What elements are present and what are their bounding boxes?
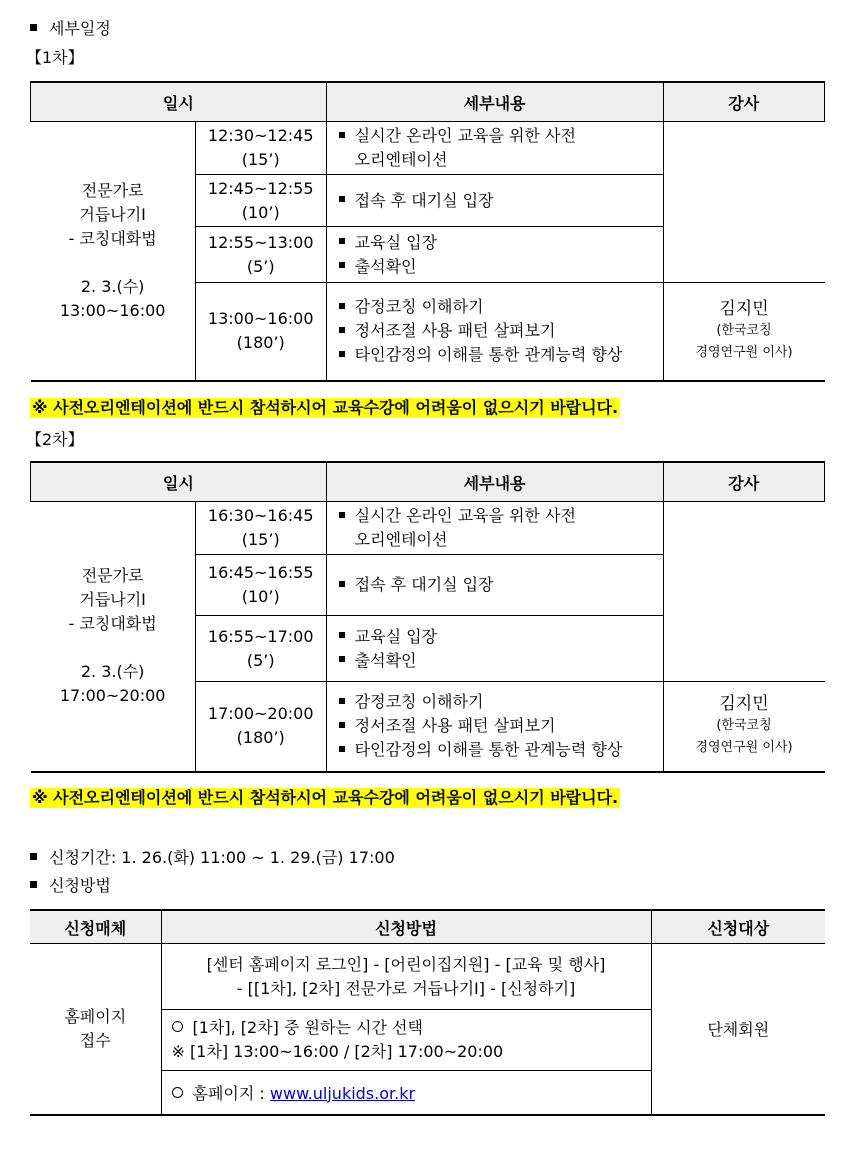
header-target: 신청대상 <box>651 910 825 944</box>
bullet-square-icon <box>339 632 345 638</box>
schedule-heading: 세부일정 <box>30 16 111 39</box>
bullet-square-icon <box>339 698 345 704</box>
header-instructor: 강사 <box>663 462 824 502</box>
time-cell: 16:45~16:55 (10’) <box>195 555 326 616</box>
content-cell: 감정코칭 이해하기 정서조절 사용 패턴 살펴보기 타인감정의 이해를 통한 관계능력 향상 <box>326 283 663 381</box>
content-cell: 감정코칭 이해하기 정서조절 사용 패턴 살펴보기 타인감정의 이해를 통한 관계능력 향상 <box>326 682 663 772</box>
application-period: 신청기간: 1. 26.(화) 11:00 ~ 1. 29.(금) 17:00 <box>30 845 395 868</box>
notice-banner: ※ 사전오리엔테이션에 반드시 참석하시어 교육수강에 어려움이 없으시기 바랍니다. <box>32 788 619 807</box>
bullet-square-icon <box>339 351 345 357</box>
notice-banner: ※ 사전오리엔테이션에 반드시 참석하시어 교육수강에 어려움이 없으시기 바랍니다. <box>32 398 619 417</box>
circle-bullet-icon <box>172 1021 183 1032</box>
bullet-square-icon <box>339 303 345 309</box>
application-method-heading: 신청방법 <box>30 873 111 896</box>
header-method: 신청방법 <box>161 910 651 944</box>
bullet-square-icon <box>339 327 345 333</box>
content-cell: 실시간 온라인 교육을 위한 사전 오리엔테이션 <box>326 122 663 175</box>
content-cell: 교육실 입장 출석확인 <box>326 227 663 283</box>
method-choose-cell: [1차], [2차] 중 원하는 시간 선택 ※ [1차] 13:00~16:00 / [2차] 17:00~20:00 <box>161 1010 651 1071</box>
method-homepage-cell: 홈페이지 : www.uljukids.or.kr <box>161 1071 651 1115</box>
time-cell: 12:55~13:00 (5’) <box>195 227 326 283</box>
header-datetime: 일시 <box>31 82 327 122</box>
bullet-square-icon <box>30 853 37 860</box>
bullet-square-icon <box>30 881 37 888</box>
bullet-square-icon <box>339 722 345 728</box>
round1-label: 【1차】 <box>26 48 84 67</box>
time-cell: 12:30~12:45 (15’) <box>195 122 326 175</box>
header-datetime: 일시 <box>31 462 327 502</box>
bullet-square-icon <box>339 262 345 268</box>
bullet-square-icon <box>339 512 345 518</box>
time-cell: 16:30~16:45 (15’) <box>195 502 326 555</box>
instructor-cell: 김지민 (한국코칭 경영연구원 이사) <box>663 283 824 381</box>
method-path-cell: [센터 홈페이지 로그인] - [어린이집지원] - [교육 및 행사] - [[1차], [2차] 전문가로 거듭나기Ⅰ] - [신청하기] <box>161 944 651 1010</box>
header-medium: 신청매체 <box>30 910 161 944</box>
bullet-square-icon <box>30 24 37 31</box>
application-table <box>30 909 825 1116</box>
bullet-square-icon <box>339 196 345 202</box>
circle-bullet-icon <box>172 1087 183 1098</box>
round1-table <box>30 81 825 382</box>
instructor-empty-cell <box>663 502 824 682</box>
header-content: 세부내용 <box>326 82 663 122</box>
content-cell: 접속 후 대기실 입장 <box>326 555 663 616</box>
bullet-square-icon <box>339 581 345 587</box>
time-cell: 17:00~20:00 (180’) <box>195 682 326 772</box>
time-cell: 13:00~16:00 (180’) <box>195 283 326 381</box>
header-content: 세부내용 <box>326 462 663 502</box>
round2-label: 【2차】 <box>26 430 84 449</box>
bullet-square-icon <box>339 746 345 752</box>
instructor-cell: 김지민 (한국코칭 경영연구원 이사) <box>663 682 824 772</box>
homepage-link[interactable]: www.uljukids.or.kr <box>269 1083 416 1103</box>
session-cell: 전문가로 거듭나기Ⅰ - 코칭대화법 2. 3.(수) 13:00~16:00 <box>31 122 196 381</box>
content-cell: 실시간 온라인 교육을 위한 사전 오리엔테이션 <box>326 502 663 555</box>
round2-table <box>30 461 825 773</box>
bullet-square-icon <box>339 238 345 244</box>
session-cell: 전문가로 거듭나기Ⅰ - 코칭대화법 2. 3.(수) 17:00~20:00 <box>31 502 196 772</box>
instructor-empty-cell <box>663 122 824 283</box>
target-cell: 단체회원 <box>651 944 825 1115</box>
medium-cell: 홈페이지 접수 <box>30 944 161 1115</box>
header-instructor: 강사 <box>663 82 824 122</box>
bullet-square-icon <box>339 132 345 138</box>
time-cell: 16:55~17:00 (5’) <box>195 616 326 682</box>
content-cell: 교육실 입장 출석확인 <box>326 616 663 682</box>
bullet-square-icon <box>339 656 345 662</box>
time-cell: 12:45~12:55 (10’) <box>195 175 326 227</box>
content-cell: 접속 후 대기실 입장 <box>326 175 663 227</box>
